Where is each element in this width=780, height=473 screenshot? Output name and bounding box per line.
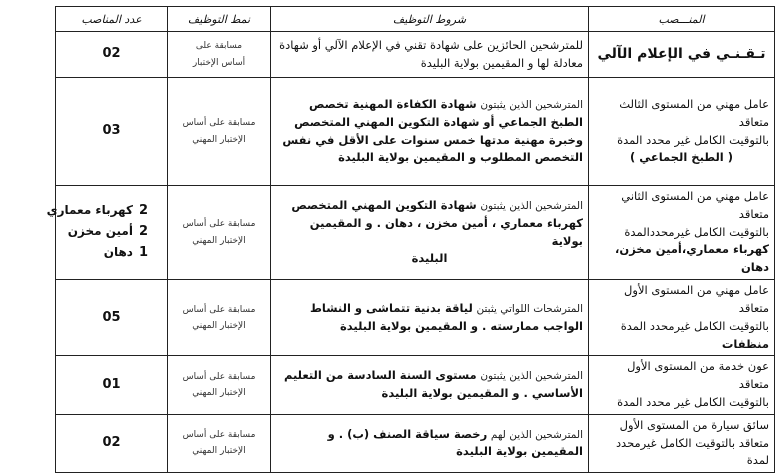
header-conditions: شروط التوظيف	[271, 7, 589, 32]
count-item	[46, 201, 148, 222]
cell-mode	[168, 32, 271, 78]
position-line: متعاقد بالتوقيت الكامل غيرمحدد لمدة	[615, 435, 769, 468]
cell-count: 05	[56, 280, 168, 356]
mode-line: الإختبار المهني	[192, 235, 246, 246]
cell-conditions	[271, 186, 589, 280]
conditions-prefix: المترشحات اللواتي يثبتن	[476, 302, 583, 315]
table-row	[56, 32, 775, 78]
position-line: عامل مهني من المستوى الأول متعاقد	[624, 283, 769, 315]
conditions-prefix: المترشحين الذين يثبتون	[480, 199, 583, 212]
cell-conditions	[271, 414, 589, 472]
cell-mode	[168, 414, 271, 472]
cell-count	[46, 186, 168, 280]
cell-count: 02	[56, 414, 168, 472]
cell-count: 03	[56, 78, 168, 186]
table-row	[56, 280, 775, 356]
mode-line: مسابقة على أساس	[182, 304, 256, 315]
position-line: سائق سيارة من المستوى الأول	[619, 417, 769, 432]
header-count: عدد المناصب	[56, 7, 168, 32]
cell-position	[589, 414, 775, 472]
count-number: 1	[138, 244, 148, 260]
cell-count: 02	[56, 32, 168, 78]
count-item	[61, 243, 148, 264]
table-row	[56, 78, 775, 186]
position-specialty: ( الطبخ الجماعي )	[629, 150, 734, 165]
mode-line: مسابقة على أساس	[182, 219, 256, 230]
position-specialty: منظفات	[721, 336, 769, 351]
mode-line: مسابقة على أساس	[182, 118, 256, 129]
position-specialty: كهرباء معماري،أمين مخزن، دهان	[615, 242, 769, 275]
conditions-text: للمترشحين الحائزين على شهادة تقني في الإعلام الآلي أو شهادة معادلة لها و المقيمين بولاية البليدة	[279, 37, 583, 70]
cell-position	[589, 280, 775, 356]
position-line: عامل مهني من المستوى الثالث متعاقد	[619, 96, 769, 129]
conditions-bold: لياقة بدنية تتماشى و النشاط الواجب ممارسته . و المقيمين بولاية البليدة	[309, 300, 583, 333]
cell-count: 01	[56, 356, 168, 414]
conditions-tail: البليدة	[411, 251, 448, 266]
cell-position	[589, 356, 775, 414]
recruitment-table	[46, 6, 775, 473]
table-row	[56, 414, 775, 472]
header-mode: نمط التوظيف	[168, 7, 271, 32]
mode-line: الإختبار المهني	[192, 388, 246, 399]
cell-conditions	[271, 32, 589, 78]
conditions-bold: شهادة الكفاءة المهنية تخصص الطبخ الجماعي أو شهادة التكوين المهني المتخصص وخبرة مهنية مدتها خمس سنوات على الأقل في نفس التخصص المطلوب و المقيمين بولاية البليدة	[282, 96, 583, 165]
mode-line: الإختبار المهني	[192, 320, 246, 331]
header-position: المنـــصب	[589, 7, 775, 32]
cell-conditions	[271, 356, 589, 414]
position-line: بالتوقيت الكامل غير محدد المدة	[617, 394, 769, 409]
position-line: عون خدمة من المستوى الأول متعاقد	[627, 359, 769, 392]
table-row	[56, 186, 775, 280]
cell-mode	[168, 356, 271, 414]
position-title: تـقـنـي في الإعلام الآلي	[597, 45, 766, 62]
table-row	[56, 356, 775, 414]
mode-line: مسابقة على أساس	[182, 371, 256, 382]
mode-line: الإختبار المهني	[192, 134, 246, 145]
position-line: عامل مهني من المستوى الثاني متعاقد	[621, 189, 769, 221]
count-label: أمين مخزن	[67, 224, 133, 239]
cell-mode	[168, 280, 271, 356]
count-item	[61, 222, 148, 243]
conditions-prefix: المترشحين الذين يثبتون	[480, 370, 583, 383]
position-line: بالتوقيت الكامل غيرمحدد المدة	[620, 318, 769, 333]
conditions-prefix: المترشحين الذين يثبتون	[480, 98, 583, 111]
mode-line: الإختبار المهني	[192, 446, 246, 457]
mode-line: مسابقة على أساس	[182, 430, 256, 441]
cell-position	[589, 78, 775, 186]
conditions-bold: شهادة التكوين المهني المتخصص كهرباء معماري ، أمين مخزن ، دهان . و المقيمين بولاية	[291, 197, 583, 248]
conditions-bold: مستوى السنة السادسة من التعليم الأساسي . و المقيمين بولاية البليدة	[283, 368, 583, 401]
count-label: كهرباء معماري	[46, 203, 133, 218]
position-line: بالتوقيت الكامل غيرمحددالمدة	[624, 224, 769, 239]
conditions-prefix: المترشحين الذين لهم	[490, 428, 583, 441]
conditions-bold: رخصة سياقة الصنف (ب) . و المقيمين بولاية البليدة	[327, 426, 583, 459]
mode-line: مسابقة على	[195, 41, 243, 52]
counts-breakdown	[46, 201, 162, 263]
cell-conditions	[271, 280, 589, 356]
count-number: 2	[138, 224, 148, 240]
cell-mode	[168, 186, 271, 280]
cell-conditions	[271, 78, 589, 186]
count-label: دهان	[103, 244, 133, 259]
mode-line: أساس الإختبار	[192, 57, 246, 68]
count-number: 2	[138, 203, 148, 219]
cell-position	[589, 32, 775, 78]
table-header-row	[56, 7, 775, 32]
cell-position	[589, 186, 775, 280]
cell-mode	[168, 78, 271, 186]
position-line: بالتوقيت الكامل غير محدد المدة	[617, 132, 769, 147]
